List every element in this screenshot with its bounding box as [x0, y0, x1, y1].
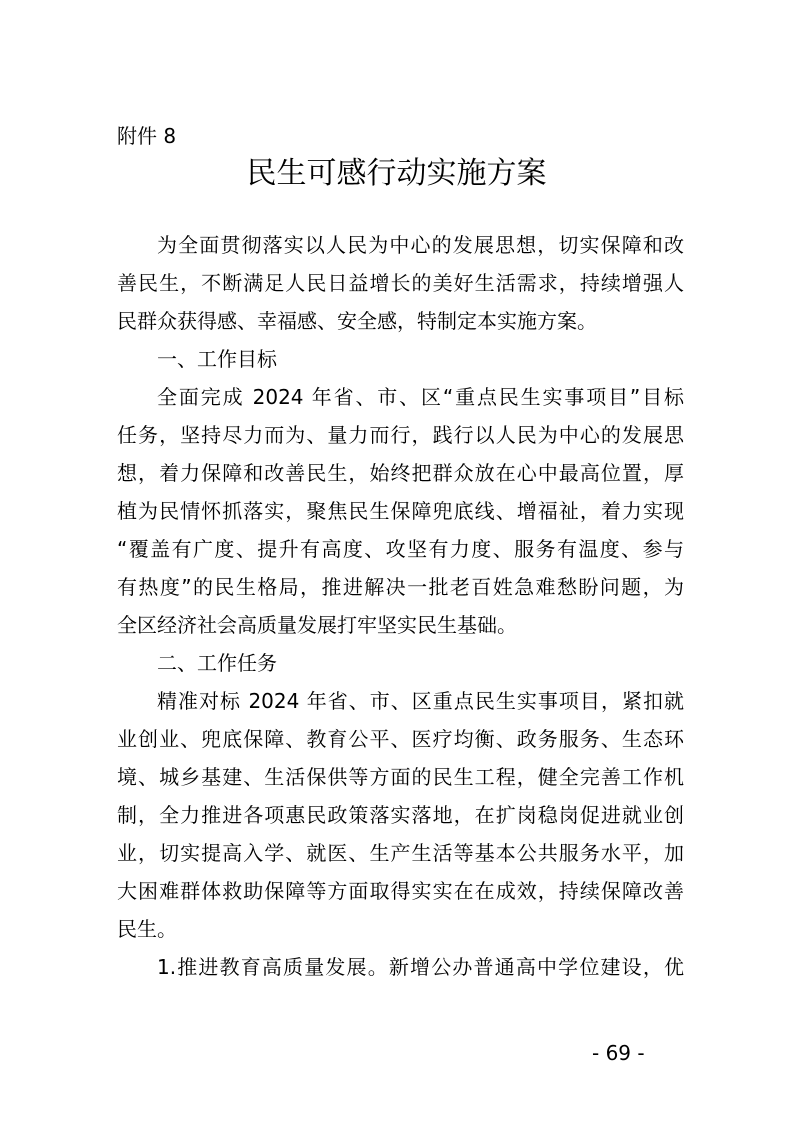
- body-line: 任务，坚持尽力而为、量力而行，践行以人民为中心的发展思: [117, 423, 684, 447]
- document-title: 民生可感行动实施方案: [246, 156, 547, 191]
- body-line: 全面完成 2024 年省、市、区“重点民生实事项目”目标: [157, 385, 684, 409]
- body-line: “覆盖有广度、提升有高度、攻坚有力度、服务有温度、参与: [117, 537, 684, 561]
- body-line: 业，切实提高入学、就医、生产生活等基本公共服务水平，加: [117, 841, 684, 865]
- body-line: 精准对标 2024 年省、市、区重点民生实事项目，紧扣就: [157, 689, 684, 713]
- body-line: 善民生，不断满足人民日益增长的美好生活需求，持续增强人: [117, 271, 684, 295]
- body-line: 为全面贯彻落实以人民为中心的发展思想，切实保障和改: [157, 233, 684, 257]
- attachment-label: 附件 8: [117, 124, 177, 148]
- body-line: 有热度”的民生格局，推进解决一批老百姓急难愁盼问题，为: [117, 575, 684, 599]
- body-line: 民群众获得感、幸福感、安全感，特制定本实施方案。: [117, 309, 597, 333]
- body-line: 境、城乡基建、生活保供等方面的民生工程，健全完善工作机: [117, 765, 684, 789]
- body-line: 全区经济社会高质量发展打牢坚实民生基础。: [117, 613, 517, 637]
- section-heading-tasks: 二、工作任务: [157, 651, 277, 675]
- section-heading-goals: 一、工作目标: [157, 347, 277, 371]
- body-line: 植为民情怀抓落实，聚焦民生保障兜底线、增福祉，着力实现: [117, 499, 684, 523]
- body-line: 大困难群体救助保障等方面取得实实在在成效，持续保障改善: [117, 879, 684, 903]
- body-line: 想，着力保障和改善民生，始终把群众放在心中最高位置，厚: [117, 461, 684, 485]
- body-line: 制，全力推进各项惠民政策落实落地，在扩岗稳岗促进就业创: [117, 803, 684, 827]
- page-number: - 69 -: [592, 1041, 645, 1065]
- body-line: 1.推进教育高质量发展。新增公办普通高中学位建设，优: [157, 955, 684, 979]
- body-line: 业创业、兜底保障、教育公平、医疗均衡、政务服务、生态环: [117, 727, 684, 751]
- body-line: 民生。: [117, 917, 177, 941]
